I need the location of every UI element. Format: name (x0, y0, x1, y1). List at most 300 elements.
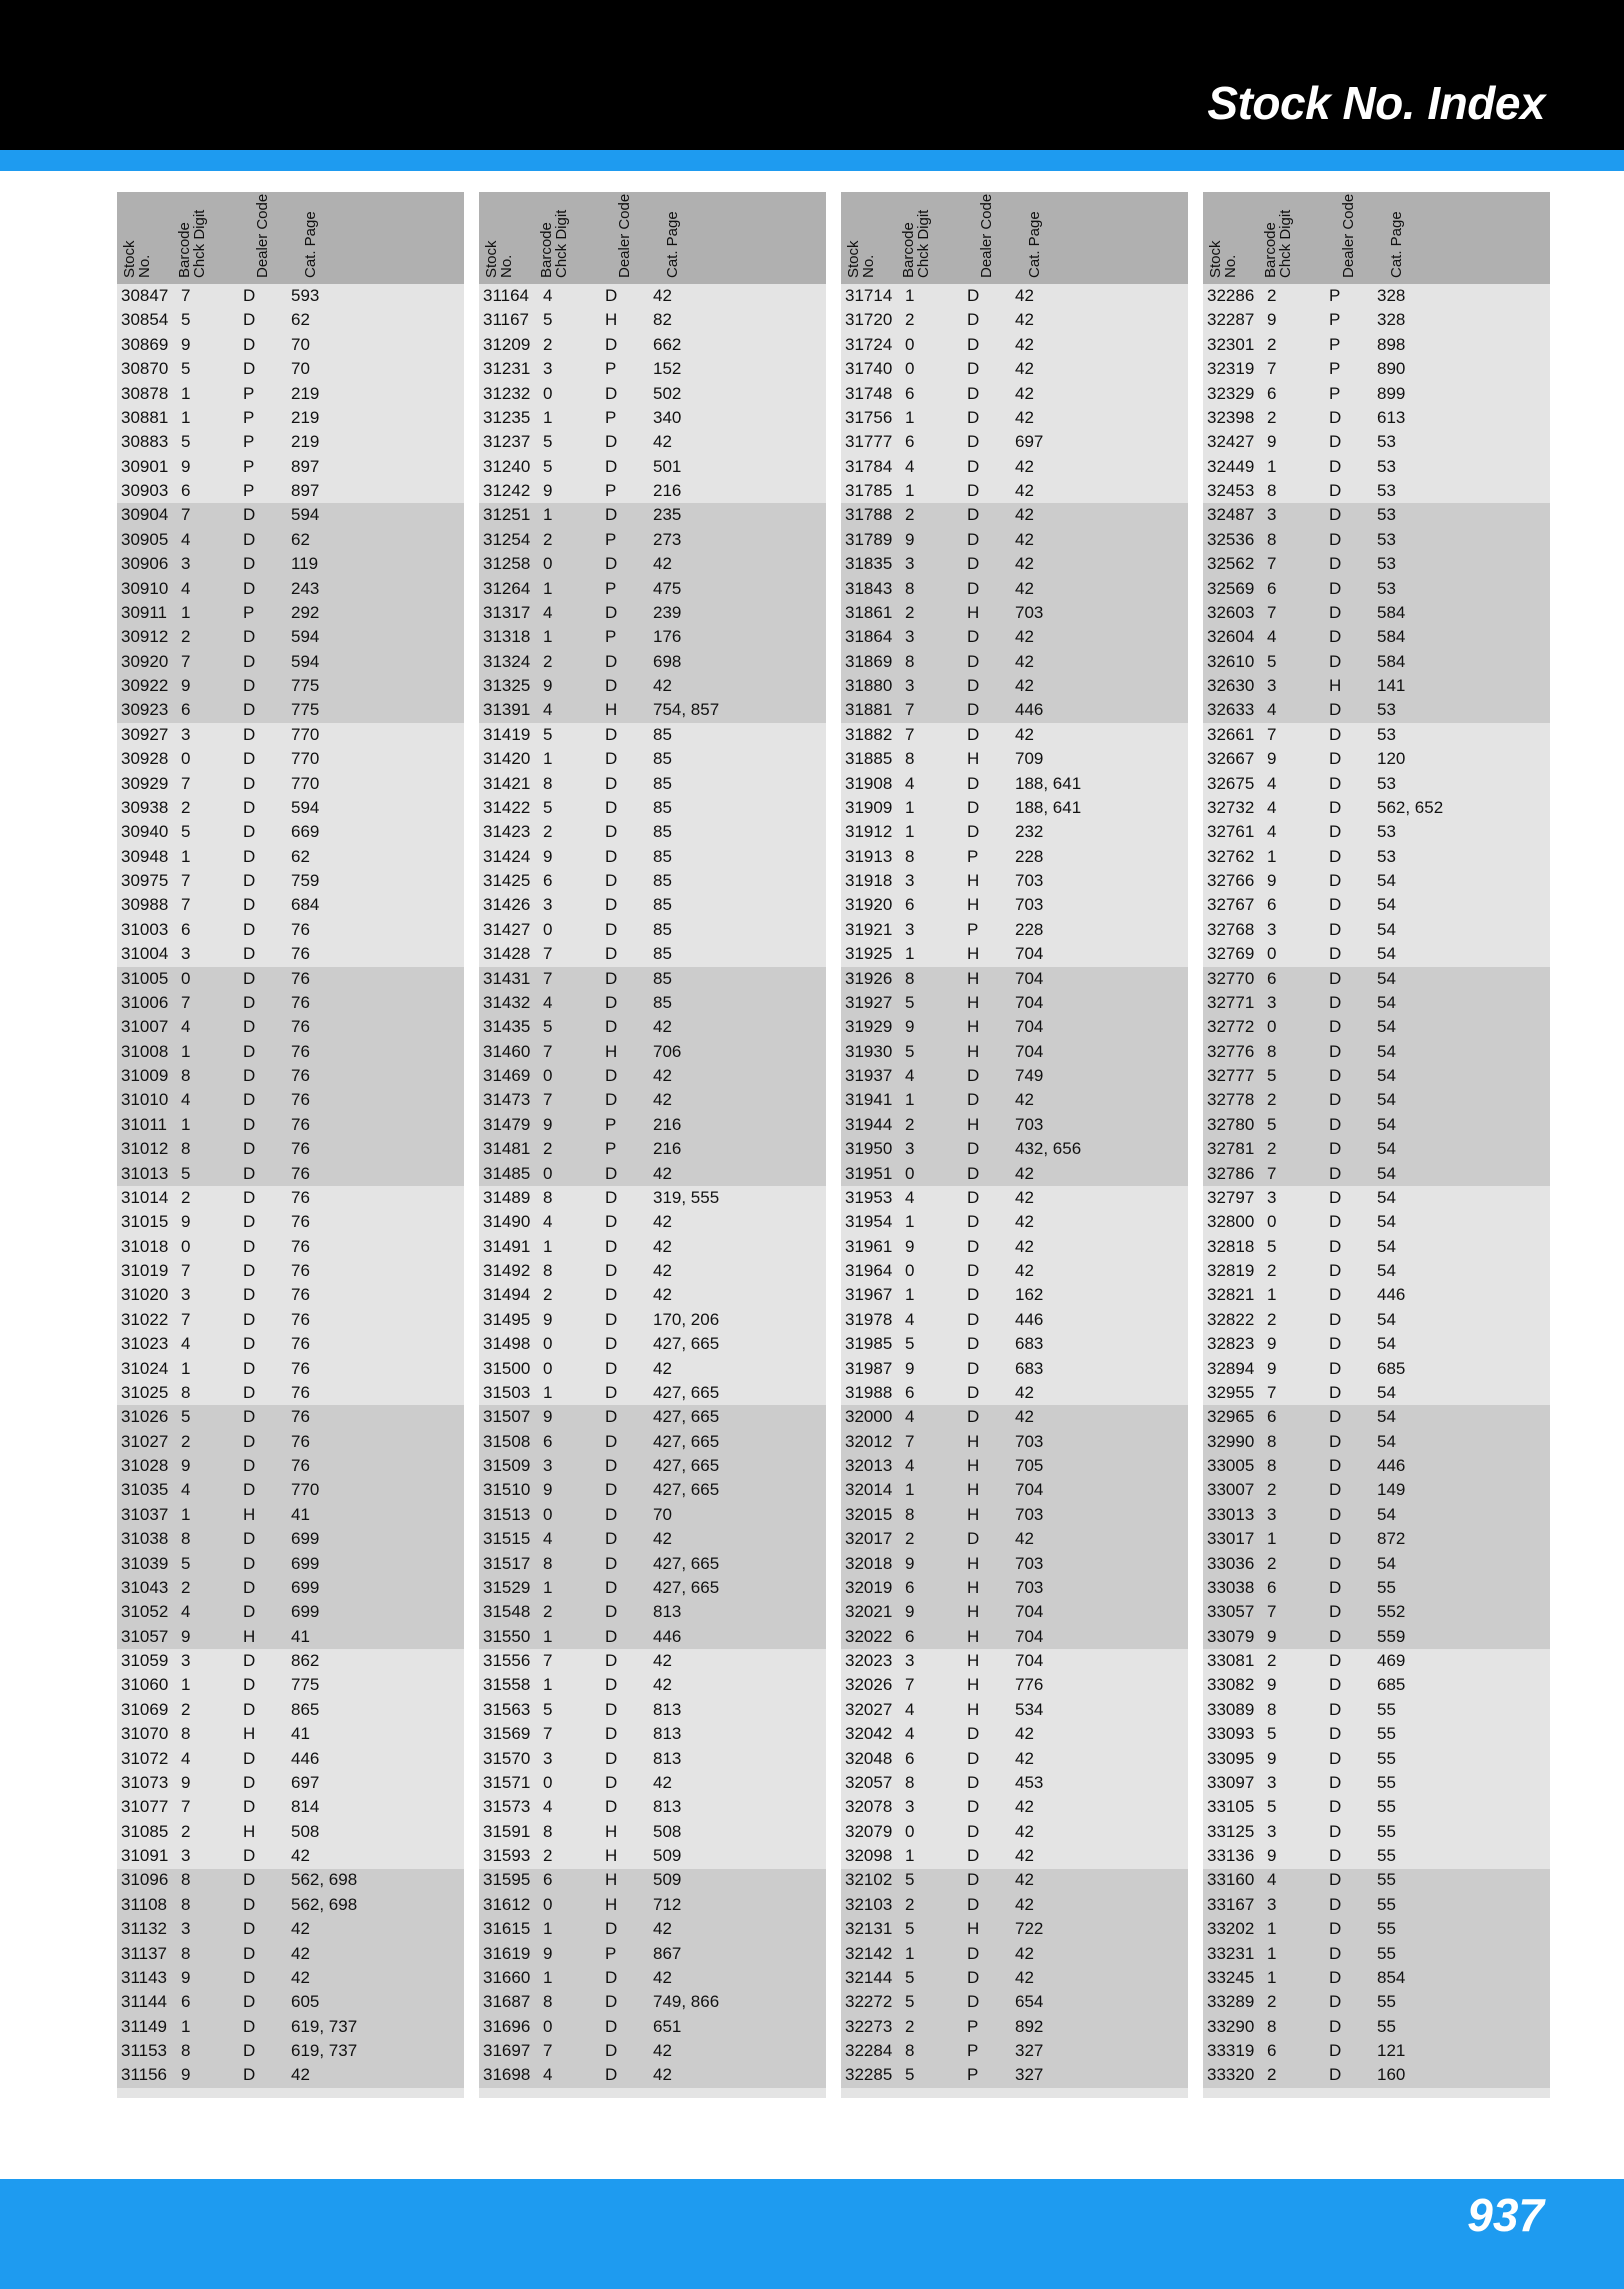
stock-number: 32048 (845, 1748, 893, 1768)
dealer-code: D (1329, 1699, 1342, 1719)
stock-number: 31421 (483, 773, 531, 793)
stock-number: 32023 (845, 1651, 893, 1670)
barcode-check-digit: 0 (543, 1066, 553, 1085)
dealer-code: D (1329, 1651, 1342, 1670)
table-row (841, 357, 1188, 381)
barcode-check-digit: 6 (181, 1992, 191, 2012)
barcode-check-digit: 7 (181, 895, 191, 915)
table-row (117, 1917, 464, 1941)
stock-number: 31153 (121, 2041, 168, 2060)
barcode-check-digit: 9 (1267, 432, 1277, 452)
table-row (117, 1625, 464, 1649)
stock-number: 30904 (121, 505, 169, 525)
dealer-code: D (967, 529, 980, 549)
stock-number: 31012 (121, 1139, 169, 1159)
table-row (117, 1259, 464, 1283)
table-row (1203, 1600, 1550, 1624)
dealer-code: P (605, 1943, 617, 1963)
stock-number: 33245 (1207, 1967, 1255, 1987)
stock-number: 32272 (845, 1992, 893, 2012)
dealer-code: D (1329, 505, 1342, 525)
stock-number: 32776 (1207, 1041, 1255, 1061)
stock-number: 31489 (483, 1187, 531, 1207)
catalog-page: 54 (1377, 919, 1396, 939)
header-stock-no-line: Stock (1207, 240, 1224, 278)
dealer-code: D (605, 1626, 618, 1646)
dealer-code: D (1329, 1967, 1342, 1987)
table-row (841, 1259, 1188, 1283)
dealer-code: D (967, 1358, 980, 1378)
catalog-page: 42 (1015, 1748, 1034, 1768)
barcode-check-digit: 8 (1267, 2016, 1277, 2036)
table-row (117, 1576, 464, 1600)
stock-number: 31026 (121, 1407, 169, 1427)
catalog-page: 53 (1377, 505, 1396, 525)
dealer-code: D (1329, 627, 1342, 647)
dealer-code: D (1329, 1675, 1342, 1695)
barcode-check-digit: 3 (1267, 992, 1277, 1012)
dealer-code: D (605, 968, 618, 988)
barcode-check-digit: 2 (1267, 1309, 1277, 1329)
stock-number: 31835 (845, 554, 893, 574)
barcode-check-digit: 6 (181, 919, 191, 939)
barcode-check-digit: 6 (1267, 578, 1277, 598)
stock-number: 30920 (121, 651, 169, 671)
catalog-page: 897 (291, 481, 320, 500)
dealer-code: H (605, 1041, 618, 1061)
barcode-check-digit: 1 (181, 602, 191, 622)
barcode-check-digit: 4 (1267, 797, 1277, 817)
catalog-page: 593 (291, 286, 320, 305)
catalog-page: 814 (291, 1797, 320, 1817)
barcode-check-digit: 0 (1267, 944, 1277, 964)
catalog-page: 54 (1377, 1212, 1396, 1232)
dealer-code: D (1329, 1431, 1342, 1451)
stock-number: 32797 (1207, 1187, 1255, 1207)
dealer-code: D (243, 1577, 256, 1597)
barcode-check-digit: 0 (181, 749, 191, 769)
barcode-check-digit: 2 (905, 1529, 915, 1549)
dealer-code: D (605, 1967, 618, 1987)
table-row (841, 1722, 1188, 1746)
dealer-code: H (967, 749, 980, 769)
barcode-check-digit: 0 (905, 334, 915, 354)
catalog-page: 42 (653, 1919, 672, 1939)
dealer-code: D (605, 1699, 618, 1719)
stock-number: 32000 (845, 1407, 893, 1427)
stock-number: 31698 (483, 2065, 531, 2085)
barcode-check-digit: 2 (1267, 1992, 1277, 2012)
dealer-code: D (605, 1382, 618, 1402)
table-row (117, 1405, 464, 1429)
table-row (841, 1478, 1188, 1502)
table-row (841, 1186, 1188, 1210)
footer-bar (0, 2179, 1624, 2289)
table-row (479, 2015, 826, 2039)
barcode-check-digit: 9 (1267, 871, 1277, 890)
stock-number: 31020 (121, 1285, 169, 1305)
stock-number: 32821 (1207, 1285, 1255, 1305)
dealer-code: D (243, 1236, 256, 1256)
table-row (479, 1210, 826, 1234)
barcode-check-digit: 2 (181, 1821, 191, 1841)
dealer-code: D (243, 1382, 256, 1402)
stock-number: 31325 (483, 676, 531, 695)
stock-number: 31027 (121, 1431, 169, 1451)
stock-number: 30905 (121, 529, 169, 549)
stock-number: 33319 (1207, 2041, 1255, 2060)
stock-number: 31003 (121, 919, 169, 939)
barcode-check-digit: 7 (1267, 554, 1277, 574)
catalog-page: 54 (1377, 1553, 1396, 1573)
catalog-page: 42 (1015, 1797, 1034, 1817)
catalog-page: 85 (653, 749, 672, 769)
catalog-page: 55 (1377, 1724, 1396, 1744)
dealer-code: D (1329, 1456, 1342, 1475)
dealer-code: D (243, 1846, 256, 1865)
dealer-code: D (605, 822, 618, 842)
table-row (117, 1162, 464, 1186)
table-row (841, 991, 1188, 1015)
barcode-check-digit: 2 (181, 1577, 191, 1597)
stock-number: 32823 (1207, 1334, 1255, 1354)
table-row (1203, 845, 1550, 869)
dealer-code: D (243, 2065, 256, 2085)
table-row (841, 601, 1188, 625)
catalog-page: 55 (1377, 1577, 1396, 1597)
stock-number: 32771 (1207, 992, 1255, 1012)
barcode-check-digit: 9 (1267, 1334, 1277, 1354)
stock-number: 31882 (845, 724, 893, 744)
catalog-page: 813 (653, 1748, 682, 1768)
catalog-page: 42 (653, 1261, 672, 1280)
dealer-code: H (605, 700, 618, 720)
dealer-code: D (243, 1456, 256, 1475)
catalog-page: 42 (1015, 627, 1034, 647)
table-row (841, 1357, 1188, 1381)
table-row (841, 1113, 1188, 1137)
header-dealer-code-line: Dealer Code (1340, 193, 1357, 278)
stock-number: 30881 (121, 407, 169, 427)
barcode-check-digit: 1 (181, 1358, 191, 1378)
stock-number: 31494 (483, 1285, 531, 1305)
catalog-page: 53 (1377, 578, 1396, 598)
dealer-code: H (243, 1504, 256, 1524)
table-row (117, 942, 464, 966)
catalog-page: 42 (1015, 1967, 1034, 1987)
table-row (479, 1332, 826, 1356)
table-row (117, 1381, 464, 1405)
catalog-page: 42 (1015, 1724, 1034, 1744)
stock-number: 31490 (483, 1212, 531, 1232)
barcode-check-digit: 4 (543, 992, 553, 1012)
barcode-check-digit: 6 (905, 1382, 915, 1402)
barcode-check-digit: 5 (1267, 651, 1277, 671)
catalog-page: 432, 656 (1015, 1139, 1082, 1159)
dealer-code: D (1329, 1870, 1342, 1890)
table-row (479, 1649, 826, 1673)
index-rows (479, 284, 826, 2088)
catalog-page: 813 (653, 1602, 682, 1622)
stock-number: 32822 (1207, 1309, 1255, 1329)
catalog-page: 594 (291, 797, 320, 817)
stock-number: 31503 (483, 1382, 531, 1402)
table-row (1203, 2063, 1550, 2087)
catalog-page: 76 (291, 1212, 310, 1232)
catalog-page: 76 (291, 1334, 310, 1354)
catalog-page: 53 (1377, 529, 1396, 549)
dealer-code: D (1329, 578, 1342, 598)
stock-number: 32569 (1207, 578, 1255, 598)
catalog-page: 446 (1377, 1456, 1406, 1475)
barcode-check-digit: 2 (1267, 1553, 1277, 1573)
barcode-check-digit: 6 (905, 1748, 915, 1768)
dealer-code: H (967, 871, 980, 890)
dealer-code: D (1329, 1017, 1342, 1037)
dealer-code: D (243, 2041, 256, 2060)
table-row (1203, 1113, 1550, 1137)
dealer-code: D (605, 797, 618, 817)
barcode-check-digit: 5 (1267, 1236, 1277, 1256)
stock-number: 33167 (1207, 1894, 1255, 1914)
barcode-check-digit: 2 (1267, 286, 1277, 305)
dealer-code: D (243, 1553, 256, 1573)
stock-number: 31756 (845, 407, 893, 427)
catalog-page: 170, 206 (653, 1309, 720, 1329)
table-row (117, 650, 464, 674)
header-dealer-code (255, 194, 270, 278)
stock-number: 30912 (121, 627, 169, 647)
dealer-code: D (243, 773, 256, 793)
dealer-code: D (243, 1090, 256, 1110)
dealer-code: D (967, 797, 980, 817)
header-dealer-code-line: Dealer Code (254, 193, 271, 278)
stock-number: 31864 (845, 627, 893, 647)
table-row (1203, 1259, 1550, 1283)
dealer-code: D (967, 1943, 980, 1963)
table-row (479, 869, 826, 893)
dealer-code: D (605, 749, 618, 769)
dealer-code: D (967, 1187, 980, 1207)
barcode-check-digit: 8 (543, 1992, 553, 2012)
catalog-page: 76 (291, 1139, 310, 1159)
dealer-code: D (1329, 1285, 1342, 1305)
table-row (841, 406, 1188, 430)
catalog-page: 85 (653, 773, 672, 793)
catalog-page: 42 (653, 1967, 672, 1987)
dealer-code: D (243, 1529, 256, 1549)
stock-number: 32285 (845, 2065, 893, 2085)
table-row (1203, 1698, 1550, 1722)
header-dealer-code (979, 194, 994, 278)
table-row (479, 1308, 826, 1332)
table-row (1203, 1527, 1550, 1551)
dealer-code: D (1329, 1334, 1342, 1354)
dealer-code: D (243, 627, 256, 647)
barcode-check-digit: 9 (181, 334, 191, 354)
stock-number: 32103 (845, 1894, 893, 1914)
dealer-code: D (605, 724, 618, 744)
stock-number: 31232 (483, 383, 531, 403)
stock-number: 31060 (121, 1675, 169, 1695)
table-row (117, 1600, 464, 1624)
stock-number: 32142 (845, 1943, 893, 1963)
dealer-code: D (243, 968, 256, 988)
barcode-check-digit: 0 (905, 1261, 915, 1280)
stock-number: 31789 (845, 529, 893, 549)
catalog-page: 55 (1377, 1870, 1396, 1890)
catalog-page: 872 (1377, 1529, 1406, 1549)
table-row (117, 1673, 464, 1697)
barcode-check-digit: 9 (1267, 1358, 1277, 1378)
barcode-check-digit: 1 (1267, 456, 1277, 476)
catalog-page: 703 (1015, 871, 1044, 890)
table-row (479, 674, 826, 698)
stock-number: 32319 (1207, 359, 1255, 379)
table-row (117, 2039, 464, 2063)
table-row (479, 625, 826, 649)
table-row (841, 1040, 1188, 1064)
barcode-check-digit: 2 (1267, 407, 1277, 427)
barcode-check-digit: 5 (181, 359, 191, 379)
dealer-code: D (605, 334, 618, 354)
dealer-code: D (605, 944, 618, 964)
barcode-check-digit: 3 (905, 919, 915, 939)
catalog-page: 85 (653, 992, 672, 1012)
dealer-code: D (1329, 749, 1342, 769)
catalog-page: 703 (1015, 1577, 1044, 1597)
dealer-code: H (967, 1651, 980, 1670)
dealer-code: D (605, 1724, 618, 1744)
barcode-check-digit: 7 (543, 1651, 553, 1670)
barcode-check-digit: 2 (1267, 1090, 1277, 1110)
barcode-check-digit: 5 (543, 310, 553, 330)
barcode-check-digit: 1 (1267, 1943, 1277, 1963)
barcode-check-digit: 6 (543, 1870, 553, 1890)
table-row (117, 1113, 464, 1137)
stock-number: 32019 (845, 1577, 893, 1597)
catalog-page: 76 (291, 1163, 310, 1183)
header-cat-page (665, 211, 680, 278)
dealer-code: D (967, 1407, 980, 1427)
catalog-page: 232 (1015, 822, 1044, 842)
dealer-code: D (605, 602, 618, 622)
table-row (117, 747, 464, 771)
barcode-check-digit: 4 (543, 286, 553, 305)
table-row (479, 1893, 826, 1917)
dealer-code: D (605, 1066, 618, 1085)
stock-number: 31909 (845, 797, 893, 817)
catalog-page: 76 (291, 1187, 310, 1207)
table-row (479, 1478, 826, 1502)
catalog-page: 446 (1377, 1285, 1406, 1305)
table-row (1203, 1893, 1550, 1917)
catalog-page: 605 (291, 1992, 320, 2012)
stock-number: 32990 (1207, 1431, 1255, 1451)
barcode-check-digit: 2 (543, 1846, 553, 1865)
stock-number: 31937 (845, 1066, 893, 1085)
table-row (841, 625, 1188, 649)
stock-number: 31096 (121, 1870, 169, 1890)
catalog-page: 651 (653, 2016, 682, 2036)
barcode-check-digit: 4 (905, 1309, 915, 1329)
dealer-code: D (605, 1187, 618, 1207)
table-row (841, 845, 1188, 869)
table-row (1203, 1820, 1550, 1844)
table-row (841, 1820, 1188, 1844)
stock-number: 32017 (845, 1529, 893, 1549)
table-row (841, 1381, 1188, 1405)
dealer-code: D (243, 1431, 256, 1451)
stock-number: 30988 (121, 895, 169, 915)
barcode-check-digit: 8 (905, 651, 915, 671)
dealer-code: H (967, 1041, 980, 1061)
stock-number: 31149 (121, 2016, 168, 2036)
catalog-page: 508 (291, 1821, 320, 1841)
dealer-code: D (243, 1285, 256, 1305)
catalog-page: 55 (1377, 1699, 1396, 1719)
dealer-code: H (967, 1626, 980, 1646)
stock-number: 32610 (1207, 651, 1255, 671)
table-row (1203, 1576, 1550, 1600)
stock-number: 32762 (1207, 846, 1255, 866)
barcode-check-digit: 8 (1267, 1699, 1277, 1719)
catalog-page: 62 (291, 846, 310, 866)
table-row (1203, 723, 1550, 747)
barcode-check-digit: 2 (1267, 1480, 1277, 1500)
header-barcode-check-digit-line: Chck Digit (915, 209, 932, 278)
barcode-check-digit: 8 (181, 1724, 191, 1744)
dealer-code: D (605, 871, 618, 890)
barcode-check-digit: 2 (181, 1699, 191, 1719)
catalog-page: 42 (1015, 676, 1034, 695)
table-row (479, 1015, 826, 1039)
barcode-check-digit: 2 (1267, 1651, 1277, 1670)
stock-number: 33007 (1207, 1480, 1255, 1500)
catalog-page: 704 (1015, 1651, 1044, 1670)
catalog-page: 892 (1015, 2016, 1044, 2036)
barcode-check-digit: 5 (905, 1992, 915, 2012)
table-row (117, 1820, 464, 1844)
header-cat-page (1389, 211, 1404, 278)
catalog-page: 42 (653, 1358, 672, 1378)
dealer-code: D (1329, 1626, 1342, 1646)
stock-number: 31264 (483, 578, 531, 598)
dealer-code: H (967, 1480, 980, 1500)
catalog-page: 54 (1377, 968, 1396, 988)
catalog-page: 509 (653, 1870, 682, 1890)
table-row (1203, 1795, 1550, 1819)
dealer-code: D (605, 1309, 618, 1329)
stock-number: 31481 (483, 1139, 531, 1159)
dealer-code: D (1329, 1114, 1342, 1134)
barcode-check-digit: 8 (905, 2041, 915, 2060)
catalog-page: 42 (653, 1017, 672, 1037)
dealer-code: D (967, 1261, 980, 1280)
barcode-check-digit: 4 (905, 1407, 915, 1427)
dealer-code: D (605, 383, 618, 403)
stock-number: 31023 (121, 1334, 169, 1354)
catalog-page: 42 (1015, 554, 1034, 574)
header-dealer-code (617, 194, 632, 278)
table-row (1203, 2015, 1550, 2039)
dealer-code: D (605, 432, 618, 452)
barcode-check-digit: 0 (905, 1163, 915, 1183)
catalog-page: 446 (653, 1626, 682, 1646)
stock-number: 31132 (121, 1919, 168, 1939)
dealer-code: D (1329, 1407, 1342, 1427)
table-row (1203, 674, 1550, 698)
